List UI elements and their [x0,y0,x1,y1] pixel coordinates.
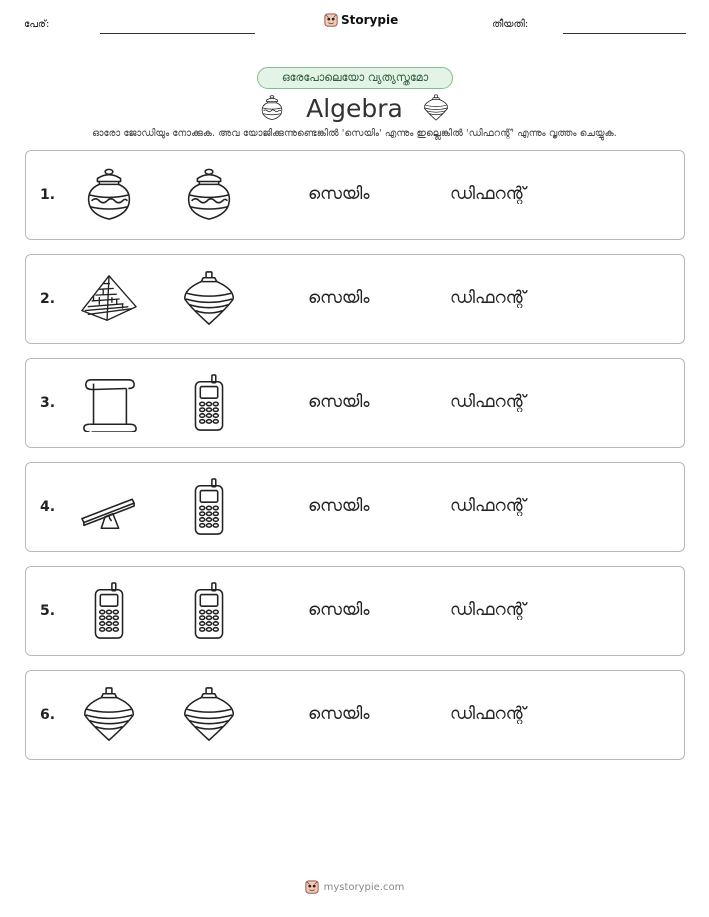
different-option[interactable]: ഡിഫറന്റ് [450,600,526,620]
pyramid-icon [80,270,138,328]
question-number: 2. [40,291,56,307]
question-number: 5. [40,603,56,619]
seesaw-icon [80,478,138,536]
question-row [25,254,685,344]
worksheet-type-badge: ഒരേപോലെയോ വ്യത്യസ്തമോ [257,67,453,89]
different-option[interactable]: ഡിഫറന്റ് [450,288,526,308]
same-option[interactable]: സെയിം [308,184,370,204]
question-row [25,358,685,448]
same-option[interactable]: സെയിം [308,704,370,724]
storypie-logo-icon [305,880,319,894]
brand-name: Storypie [341,13,399,27]
scroll-icon [80,374,138,432]
page-title: Algebra [306,94,403,123]
footer [0,880,709,894]
phone-icon [180,478,238,536]
spinning-top-icon [80,686,138,744]
spinning-top-icon [422,92,450,124]
question-number: 6. [40,707,56,723]
different-option[interactable]: ഡിഫറന്റ് [450,496,526,516]
question-row [25,670,685,760]
brand [324,13,398,27]
spinning-top-icon [180,270,238,328]
phone-icon [180,582,238,640]
date-write-line[interactable] [563,33,686,34]
question-row [25,566,685,656]
phone-icon [180,374,238,432]
question-list [25,150,685,774]
question-number: 4. [40,499,56,515]
footer-url[interactable]: mystorypie.com [323,881,405,893]
different-option[interactable]: ഡിഫറന്റ് [450,184,526,204]
instructions: ഓരോ ജോഡിയും നോക്കുക. അവ യോജിക്കുന്നുണ്ടെങ്കിൽ 'സെയിം' എന്നും ഇല്ലെങ്കിൽ 'ഡിഫറന്റ്' എന്നും വൃത്തം ചെയ്യുക. [92,128,617,139]
question-number: 3. [40,395,56,411]
question-row [25,462,685,552]
name-label: പേര്: [24,19,50,30]
different-option[interactable]: ഡിഫറന്റ് [450,704,526,724]
question-number: 1. [40,187,56,203]
spinning-top-icon [180,686,238,744]
different-option[interactable]: ഡിഫറന്റ് [450,392,526,412]
storypie-logo-icon [324,13,338,27]
jar-icon [180,166,238,224]
date-label: തീയതി: [492,19,529,30]
name-write-line[interactable] [100,33,255,34]
same-option[interactable]: സെയിം [308,600,370,620]
worksheet-header [0,0,709,40]
same-option[interactable]: സെയിം [308,496,370,516]
question-row [25,150,685,240]
same-option[interactable]: സെയിം [308,288,370,308]
same-option[interactable]: സെയിം [308,392,370,412]
jar-icon [80,166,138,224]
phone-icon [80,582,138,640]
